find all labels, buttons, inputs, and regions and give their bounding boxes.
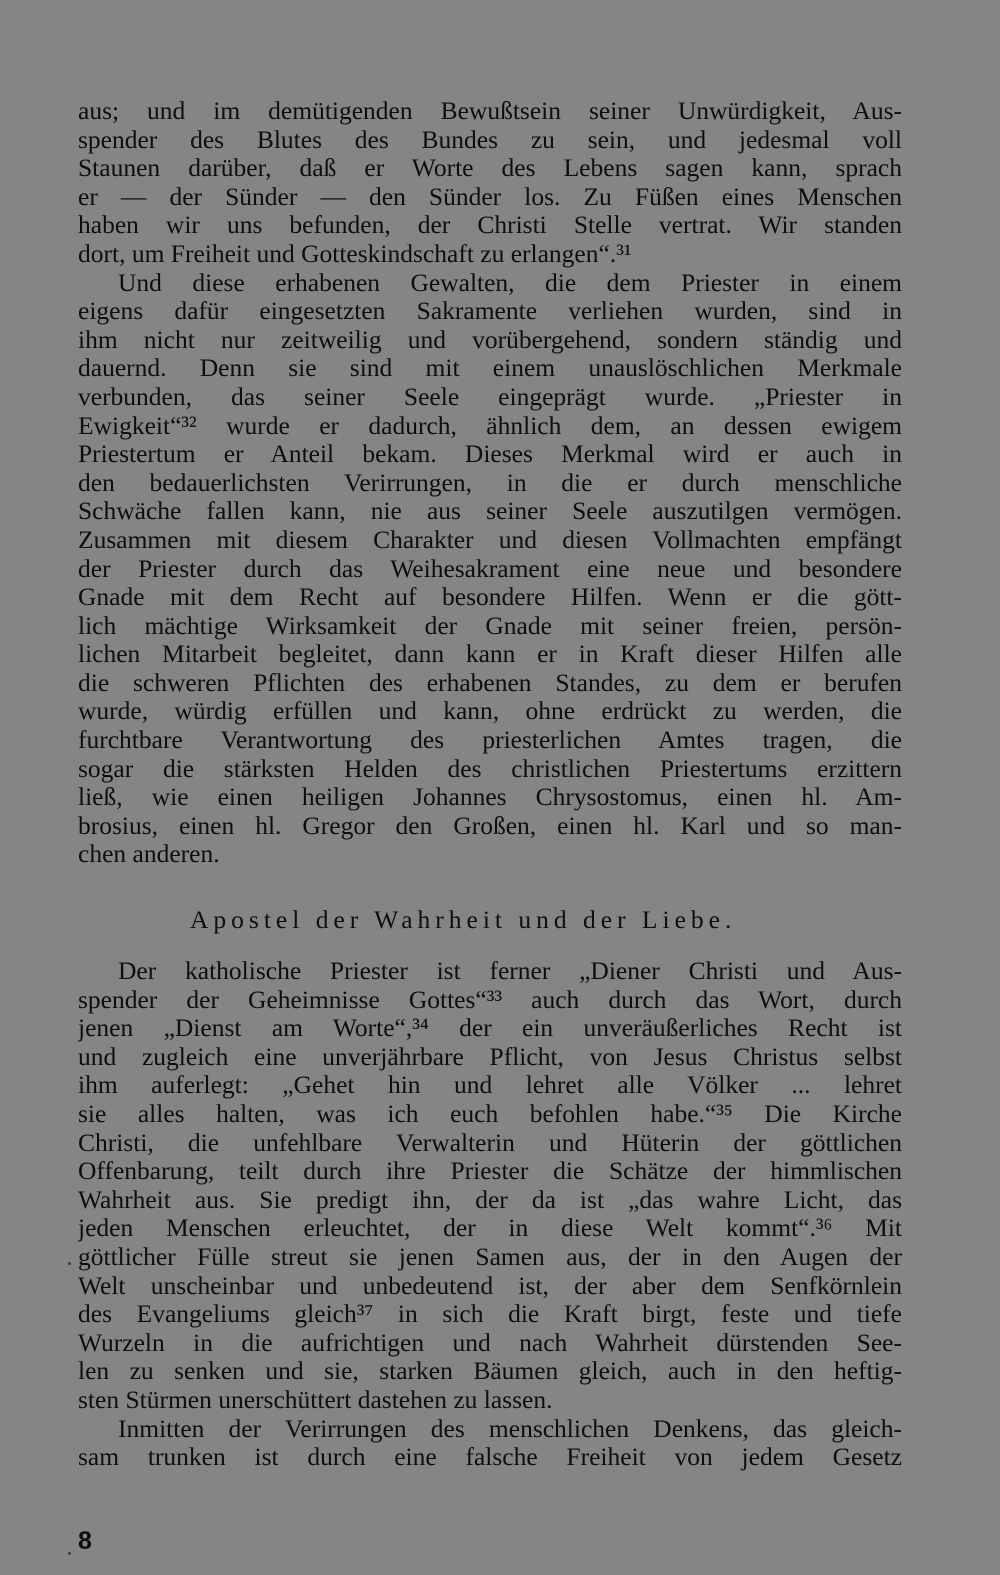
text-line: der Priester durch das Weihesakrament eine neue und besondere [78,554,902,583]
text-line: lichen Mitarbeit begleitet, dann kann er in Kraft dieser Hilfen alle [78,640,902,669]
text-line: Christi, die unfehlbare Verwalterin und Hüterin der göttlichen [78,1128,902,1157]
text-line: sogar die stärksten Helden des christlichen Priestertums erzittern [78,754,902,783]
text-line: die schweren Pflichten des erhabenen Standes, zu dem er berufen [78,668,902,697]
text-line: lich mächtige Wirksamkeit der Gnade mit seiner freien, persön- [78,611,902,640]
text-line: den bedauerlichsten Verirrungen, in die er durch menschliche [78,468,902,497]
text-line: sten Stürmen unerschüttert dastehen zu lassen. [78,1385,553,1414]
text-line: brosius, einen hl. Gregor den Großen, einen hl. Karl und so man- [78,811,902,840]
text-line: jenen „Dienst am Worte“,³⁴ der ein unveräußerliches Recht ist [78,1014,902,1043]
text-line: ließ, wie einen heiligen Johannes Chrysostomus, einen hl. Am- [78,783,902,812]
text-line: Priestertum er Anteil bekam. Dieses Merkmal wird er auch in [78,440,902,469]
text-line: Schwäche fallen kann, nie aus seiner Seele auszutilgen vermögen. [78,497,902,526]
text-line: sam trunken ist durch eine falsche Freiheit von jedem Gesetz [78,1443,902,1472]
text-line: verbunden, das seiner Seele eingeprägt wurde. „Priester in [78,382,902,411]
text-line: Zusammen mit diesem Charakter und diesen Vollmachten empfängt [78,525,902,554]
text-line: Inmitten der Verirrungen des menschlichen Denkens, das gleich- [118,1414,902,1443]
text-line: des Evangeliums gleich³⁷ in sich die Kraft birgt, feste und tiefe [78,1300,902,1329]
text-line: spender des Blutes des Bundes zu sein, und jedesmal voll [78,125,902,154]
text-line: Und diese erhabenen Gewalten, die dem Priester in einem [118,268,902,297]
text-line: len zu senken und sie, starken Bäumen gleich, auch in den heftig- [78,1357,902,1386]
text-line: Welt unscheinbar und unbedeutend ist, der aber dem Senfkörnlein [78,1271,902,1300]
paragraph-2 [78,269,902,869]
text-line: und zugleich eine unverjährbare Pflicht, von Jesus Christus selbst [78,1042,902,1071]
text-line: göttlicher Fülle streut sie jenen Samen aus, der in den Augen der [78,1242,902,1271]
text-line: Wahrheit aus. Sie predigt ihn, der da ist „das wahre Licht, das [78,1185,902,1214]
text-line: Staunen darüber, daß er Worte des Lebens sagen kann, sprach [78,154,902,183]
text-line: aus; und im demütigenden Bewußtsein seiner Unwürdigkeit, Aus- [78,97,902,125]
text-line: chen anderen. [78,840,220,869]
text-line: haben wir uns befunden, der Christi Stelle vertrat. Wir standen [78,211,902,240]
text-line: Wurzeln in die aufrichtigen und nach Wahrheit dürstenden See- [78,1328,902,1357]
text-line: Offenbarung, teilt durch ihre Priester die Schätze der himmlischen [78,1157,902,1186]
page-number: 8 [78,1527,92,1555]
text-line: spender der Geheimnisse Gottes“³³ auch durch das Wort, durch [78,985,902,1014]
paragraph-1 [78,97,902,269]
text-line: ihm nicht nur zeitweilig und vorübergehend, sondern ständig und [78,325,902,354]
text-line: eigens dafür eingesetzten Sakramente verliehen wurden, sind in [78,297,902,326]
text-line: wurde, würdig erfüllen und kann, ohne erdrückt zu werden, die [78,697,902,726]
text-line: dauernd. Denn sie sind mit einem unauslöschlichen Merkmale [78,354,902,383]
text-line: Ewigkeit“³² wurde er dadurch, ähnlich dem, an dessen ewigem [78,411,902,440]
paragraph-4 [78,1415,902,1472]
scan-speck [68,1552,71,1555]
scan-speck [68,1262,71,1265]
text-line: Gnade mit dem Recht auf besondere Hilfen. Wenn er die gött- [78,583,902,612]
text-line: dort, um Freiheit und Gotteskindschaft zu erlangen“.³¹ [78,239,632,268]
text-line: jeden Menschen erleuchtet, der in diese Welt kommt“.³⁶ Mit [78,1214,902,1243]
section-heading: Apostel der Wahrheit und der Liebe. [190,905,737,935]
text-line: sie alles halten, was ich euch befohlen habe.“³⁵ Die Kirche [78,1100,902,1128]
text-line: ihm auferlegt: „Gehet hin und lehret alle Völker ... lehret [78,1071,902,1100]
paragraph-3 [78,957,902,1415]
text-line: Der katholische Priester ist ferner „Diener Christi und Aus- [118,957,902,986]
text-line: er — der Sünder — den Sünder los. Zu Füßen eines Menschen [78,182,902,211]
page-body [78,97,902,1472]
text-line: furchtbare Verantwortung des priesterlichen Amtes tragen, die [78,726,902,755]
